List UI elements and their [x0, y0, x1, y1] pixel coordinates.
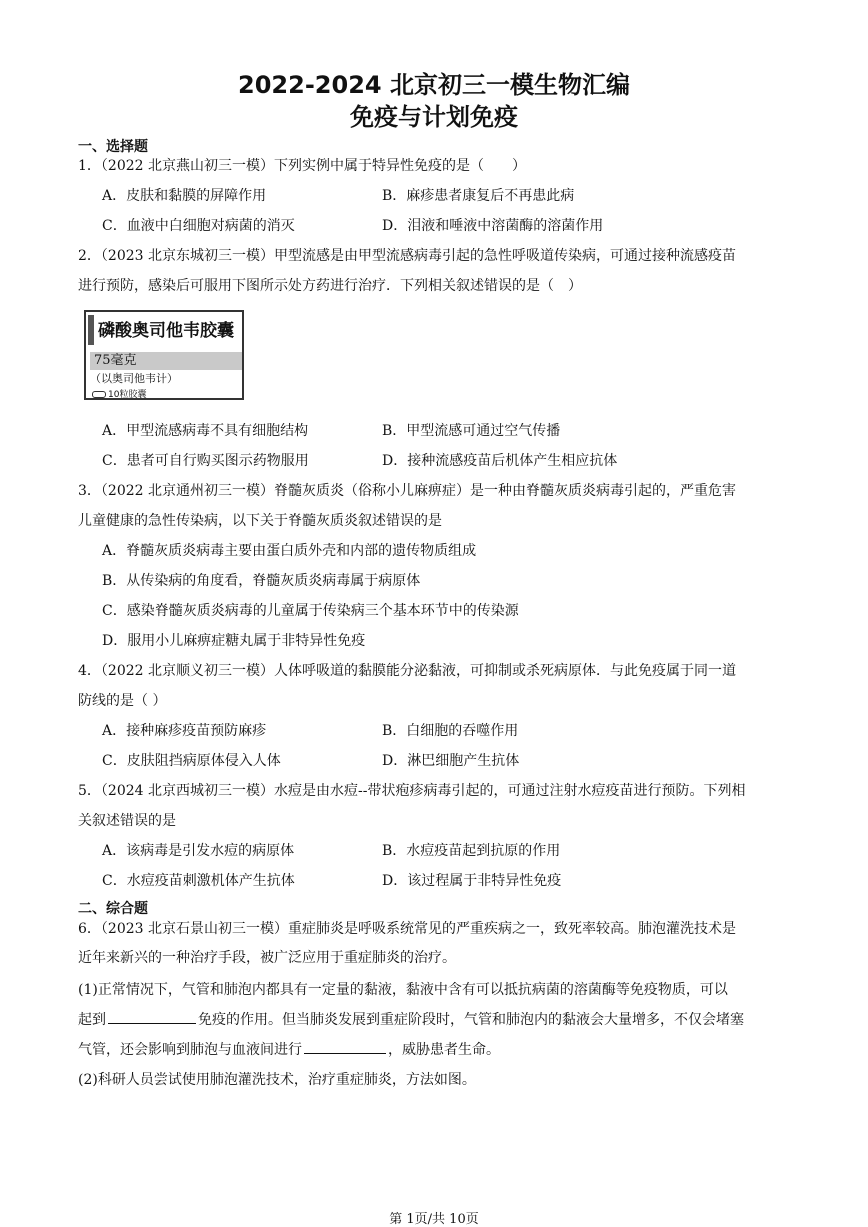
drug-name: 磷酸奥司他韦胶囊: [98, 321, 234, 341]
question-5-option-c: C．水痘疫苗刺激机体产生抗体: [102, 873, 295, 889]
drug-dose-note: （以奥司他韦计）: [90, 372, 178, 385]
question-6-part1-line3: [78, 1039, 790, 1059]
question-3-stem-line1: 3．（2022 北京通州初三一模）脊髓灰质炎（俗称小儿麻痹症）是一种由脊髓灰质炎病毒引起的，严重危害: [78, 483, 736, 499]
question-3-option-a: A．脊髓灰质炎病毒主要由蛋白质外壳和内部的遗传物质组成: [102, 543, 477, 559]
question-6-stem-line2: 近年来新兴的一种治疗手段，被广泛应用于重症肺炎的治疗。: [78, 950, 456, 966]
document-subtitle: 免疫与计划免疫: [350, 103, 518, 131]
section-heading-choice: 一、选择题: [78, 139, 148, 155]
question-4-option-c: C．皮肤阻挡病原体侵入人体: [102, 753, 281, 769]
question-6-part1-line2: [78, 1009, 790, 1029]
question-3-option-c: C．感染脊髓灰质炎病毒的儿童属于传染病三个基本环节中的传染源: [102, 603, 519, 619]
question-4-stem-line2: 防线的是（ ）: [78, 693, 167, 709]
question-1-stem: 1．（2022 北京燕山初三一模）下列实例中属于特异性免疫的是（ ）: [78, 158, 526, 174]
question-1-option-d: D．泪液和唾液中溶菌酶的溶菌作用: [382, 218, 604, 234]
question-3-stem-line2: 儿童健康的急性传染病，以下关于脊髓灰质炎叙述错误的是: [78, 513, 442, 529]
q6-text-post1: 免疫的作用。但当肺炎发展到重症阶段时，气管和肺泡内的黏液会大量增多，不仅会堵塞: [198, 1012, 744, 1028]
label-accent-bar: [88, 315, 94, 345]
drug-dose: 75毫克: [90, 352, 242, 370]
question-5-stem-line2: 关叙述错误的是: [78, 813, 176, 829]
question-6-stem-line1: 6．（2023 北京石景山初三一模）重症肺炎是呼吸系统常见的严重疾病之一，致死率较高。肺泡灌洗技术是: [78, 921, 736, 937]
question-1-option-a: A．皮肤和黏膜的屏障作用: [102, 188, 267, 204]
question-4-option-b: B．白细胞的吞噬作用: [382, 723, 519, 739]
drug-label-image: [84, 310, 244, 400]
capsule-icon: [92, 391, 106, 398]
question-5-stem-line1: 5．（2024 北京西城初三一模）水痘是由水痘--带状疱疹病毒引起的，可通过注射水痘疫苗进行预防。下列相: [78, 783, 746, 799]
question-5-option-d: D．该过程属于非特异性免疫: [382, 873, 562, 889]
question-1-option-c: C．血液中白细胞对病菌的消灭: [102, 218, 295, 234]
question-3-option-d: D．服用小儿麻痹症糖丸属于非特异性免疫: [102, 633, 366, 649]
drug-capsule-count: [92, 387, 146, 400]
question-2-stem-line1: 2．（2023 北京东城初三一模）甲型流感是由甲型流感病毒引起的急性呼吸道传染病，可通过接种流感疫苗: [78, 248, 736, 264]
q6-text-pre2: 气管，还会影响到肺泡与血液间进行: [78, 1042, 302, 1058]
answer-blank-1[interactable]: [108, 1009, 196, 1024]
question-2-option-d: D．接种流感疫苗后机体产生相应抗体: [382, 453, 618, 469]
question-5-option-b: B．水痘疫苗起到抗原的作用: [382, 843, 561, 859]
document-title: 2022-2024 北京初三一模生物汇编: [238, 71, 630, 99]
question-1-option-b: B．麻疹患者康复后不再患此病: [382, 188, 575, 204]
question-5-option-a: A．该病毒是引发水痘的病原体: [102, 843, 295, 859]
question-4-option-d: D．淋巴细胞产生抗体: [382, 753, 520, 769]
answer-blank-2[interactable]: [304, 1039, 386, 1054]
q6-text-pre1: 起到: [78, 1012, 106, 1028]
question-4-stem-line1: 4．（2022 北京顺义初三一模）人体呼吸道的黏膜能分泌黏液，可抑制或杀死病原体．与此免疫属于同一道: [78, 663, 736, 679]
question-2-stem-line2: 进行预防，感染后可服用下图所示处方药进行治疗．下列相关叙述错误的是（ ）: [78, 278, 582, 294]
question-4-option-a: A．接种麻疹疫苗预防麻疹: [102, 723, 267, 739]
q6-text-post2: ，威胁患者生命。: [388, 1042, 500, 1058]
question-6-part1-line1: (1)正常情况下，气管和肺泡内都具有一定量的黏液，黏液中含有可以抵抗病菌的溶菌酶等免疫物质，可以: [78, 982, 728, 998]
question-6-part2: (2)科研人员尝试使用肺泡灌洗技术，治疗重症肺炎，方法如图。: [78, 1072, 476, 1088]
question-2-option-c: C．患者可自行购买图示药物服用: [102, 453, 309, 469]
question-2-option-a: A．甲型流感病毒不具有细胞结构: [102, 423, 309, 439]
page-footer: 第 1页/共 10页: [389, 1212, 479, 1227]
section-heading-comprehensive: 二、综合题: [78, 901, 148, 917]
question-3-option-b: B．从传染病的角度看，脊髓灰质炎病毒属于病原体: [102, 573, 421, 589]
capsule-count-text: 10粒胶囊: [108, 390, 147, 400]
question-2-option-b: B．甲型流感可通过空气传播: [382, 423, 561, 439]
